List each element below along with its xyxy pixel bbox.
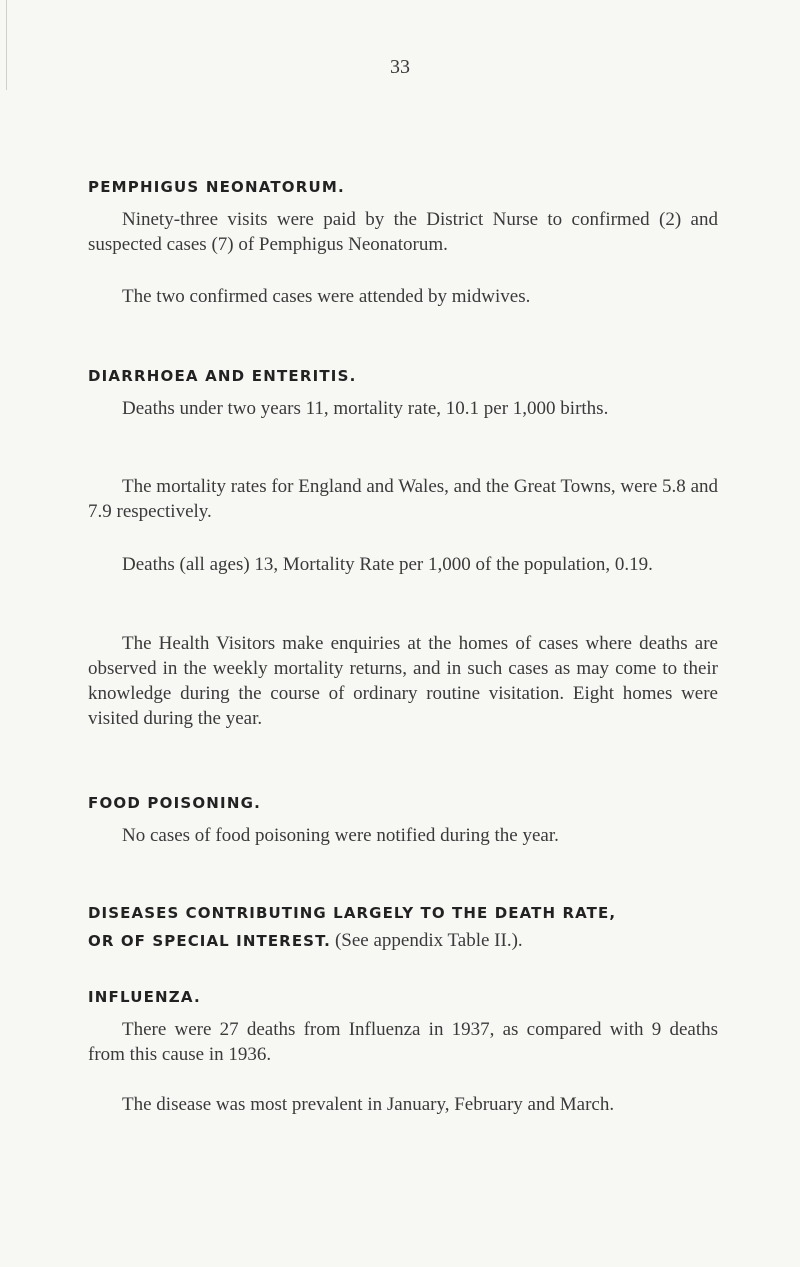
diseases-heading-block [88, 900, 728, 955]
heading-influenza: INFLUENZA. [88, 988, 201, 1006]
influenza-paragraph-2: The disease was most prevalent in January, February and March. [122, 1094, 615, 1115]
pemphigus-paragraph-2: The two confirmed cases were attended by midwives. [122, 286, 531, 307]
heading-food-poisoning: FOOD POISONING. [88, 794, 262, 812]
diseases-heading-line-1: DISEASES CONTRIBUTING LARGELY TO THE DEATH RATE, [88, 904, 617, 922]
diarrhoea-paragraph-3: Deaths (all ages) 13, Mortality Rate per 1,000 of the population, 0.19. [122, 554, 653, 575]
pemphigus-paragraph-1: Ninety-three visits were paid by the District Nurse to confirmed (2) and suspected cases (7) of Pemphigus Neonatorum. [88, 209, 718, 255]
appendix-reference: (See appendix Table II.). [334, 930, 523, 951]
diarrhoea-paragraph-1: Deaths under two years 11, mortality rate, 10.1 per 1,000 births. [122, 398, 609, 419]
diarrhoea-paragraph-4: The Health Visitors make enquiries at the homes of cases where deaths are observed in the weekly mortality returns, and in such cases as may come to their knowledge during the course of ordinary routine visitation. Eight homes were visited during the year. [88, 633, 718, 729]
diseases-heading-line-2: OR OF SPECIAL INTEREST. [88, 932, 331, 950]
diarrhoea-paragraph-2: The mortality rates for England and Wales, and the Great Towns, were 5.8 and 7.9 respectively. [88, 476, 718, 522]
food-poisoning-paragraph: No cases of food poisoning were notified during the year. [122, 825, 559, 846]
heading-diarrhoea: DIARRHOEA AND ENTERITIS. [88, 367, 357, 385]
influenza-paragraph-1: There were 27 deaths from Influenza in 1937, as compared with 9 deaths from this cause in 1936. [88, 1019, 718, 1065]
page-number: 33 [390, 56, 410, 78]
heading-pemphigus: PEMPHIGUS NEONATORUM. [88, 178, 345, 196]
